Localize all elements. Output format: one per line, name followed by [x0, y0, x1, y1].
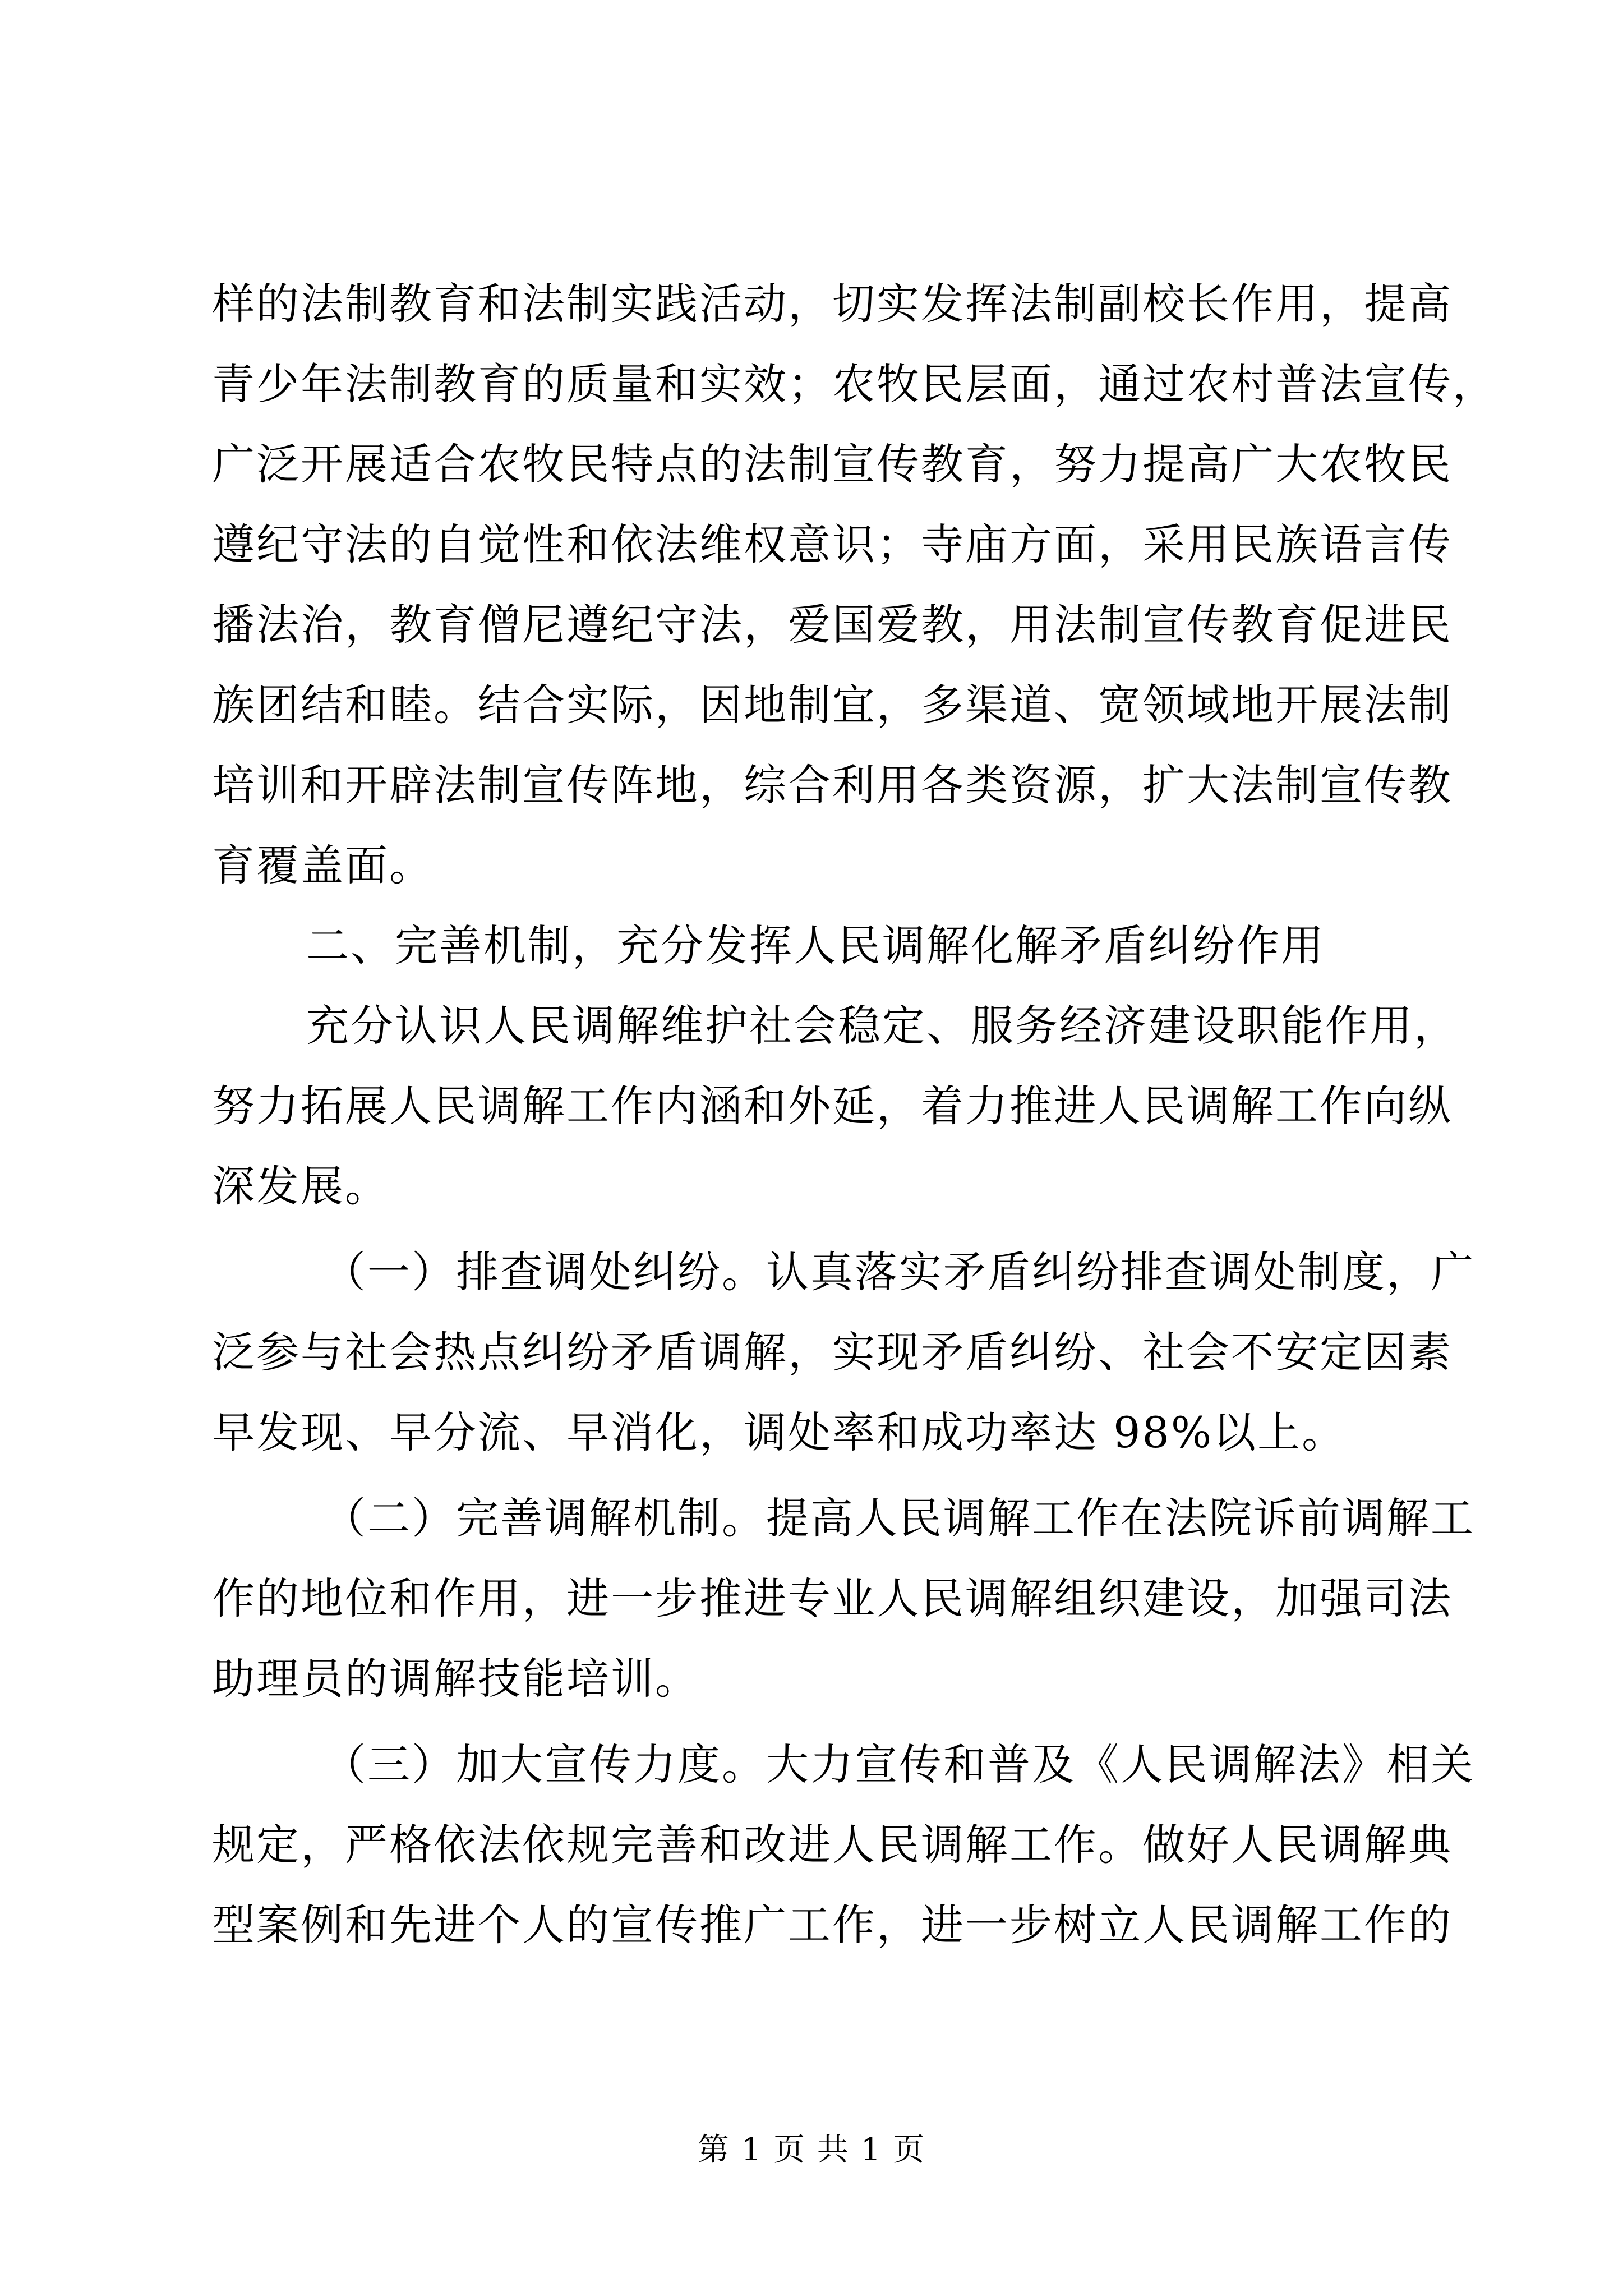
- text-line: 型案例和先进个人的宣传推广工作，进一步树立人民调解工作的: [212, 1900, 1453, 1950]
- text-line: 播法治，教育僧尼遵纪守法，爱国爱教，用法制宣传教育促进民: [212, 600, 1453, 650]
- paragraph-gap: [212, 1719, 1418, 1724]
- text-line: 规定，严格依法依规完善和改进人民调解工作。做好人民调解典: [212, 1820, 1453, 1870]
- section-heading: 二、完善机制，充分发挥人民调解化解矛盾纠纷作用: [306, 921, 1325, 970]
- subsection-line: （一）排查调处纠纷。认真落实矛盾纠纷排查调处制度，广: [323, 1247, 1475, 1297]
- subsection-line: （三）加大宣传力度。大力宣传和普及《人民调解法》相关: [323, 1740, 1475, 1789]
- text-line: 遵纪守法的自觉性和依法维权意识；寺庙方面，采用民族语言传: [212, 519, 1453, 569]
- text-line: 充分认识人民调解维护社会稳定、服务经济建设职能作用，: [306, 1001, 1458, 1051]
- paragraph-gap: [212, 1473, 1418, 1478]
- paragraph-gap: [212, 1226, 1418, 1232]
- text-line: 深发展。: [212, 1161, 389, 1211]
- text-line: 育覆盖面。: [212, 840, 434, 890]
- page-footer: 第 1 页 共 1 页: [697, 2132, 926, 2168]
- text-line: 广泛开展适合农牧民特点的法制宣传教育，努力提高广大农牧民: [212, 439, 1453, 489]
- document-body: [212, 264, 1497, 1965]
- subsection-line: （二）完善调解机制。提高人民调解工作在法院诉前调解工: [323, 1493, 1475, 1543]
- text-line: 培训和开辟法制宣传阵地，综合利用各类资源，扩大法制宣传教: [212, 760, 1453, 810]
- text-line: 努力拓展人民调解工作内涵和外延，着力推进人民调解工作向纵: [212, 1081, 1453, 1131]
- text-line: 助理员的调解技能培训。: [212, 1654, 699, 1704]
- text-line: 族团结和睦。结合实际，因地制宜，多渠道、宽领域地开展法制: [212, 680, 1453, 730]
- text-line: 作的地位和作用，进一步推进专业人民调解组织建设，加强司法: [212, 1573, 1453, 1623]
- text-line: 泛参与社会热点纠纷矛盾调解，实现矛盾纠纷、社会不安定因素: [212, 1327, 1453, 1377]
- text-line: 早发现、早分流、早消化，调处率和成功率达 98%以上。: [212, 1407, 1347, 1457]
- text-line: 青少年法制教育的质量和实效；农牧民层面，通过农村普法宣传，: [212, 359, 1497, 409]
- text-line: 样的法制教育和法制实践活动，切实发挥法制副校长作用，提高: [212, 279, 1453, 329]
